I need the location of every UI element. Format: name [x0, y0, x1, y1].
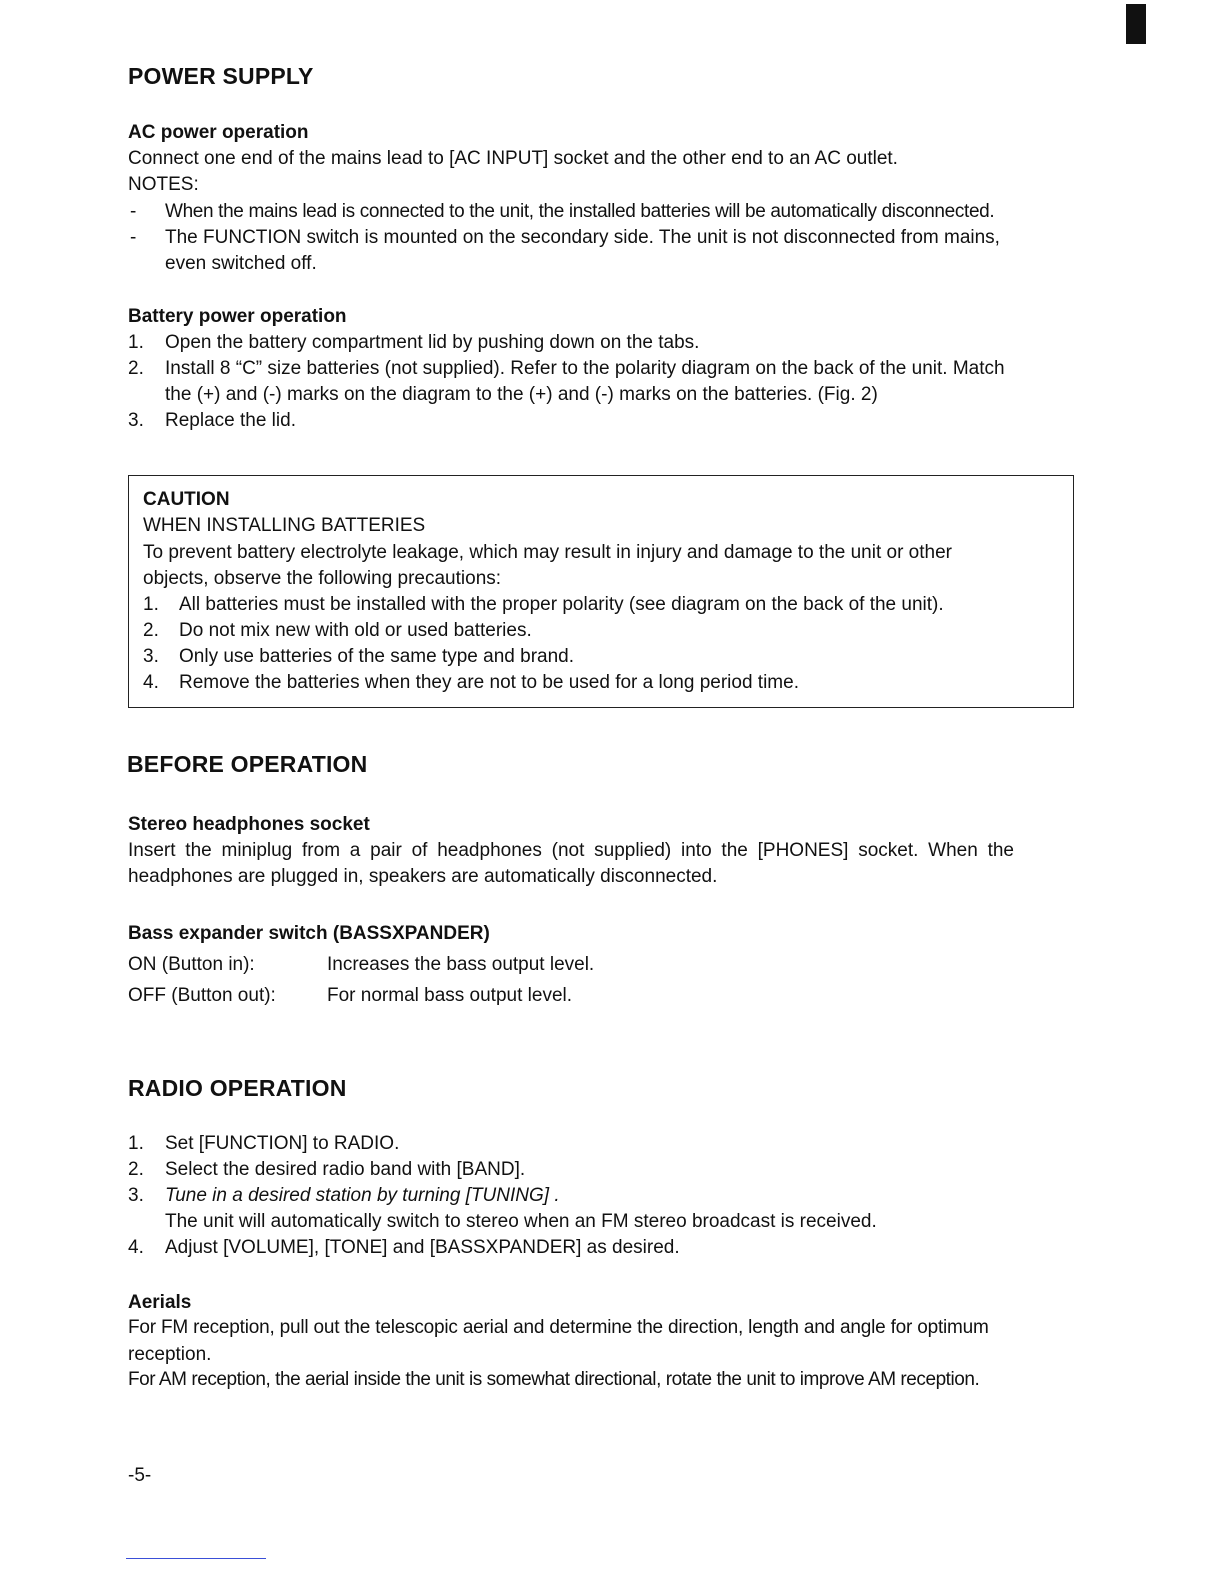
section-title-before-operation: BEFORE OPERATION	[127, 751, 368, 777]
note-dash: -	[130, 227, 137, 248]
note-text: The FUNCTION switch is mounted on the secondary side. The unit is not disconnected from mains,	[165, 227, 1000, 248]
caution-item-text: Do not mix new with old or used batteries.	[179, 620, 532, 641]
bass-row-desc: Increases the bass output level.	[327, 954, 595, 975]
ac-power-text: Connect one end of the mains lead to [AC INPUT] socket and the other end to an AC outlet.	[128, 148, 898, 169]
bass-row-label: ON (Button in):	[128, 954, 255, 975]
caution-item-text: Only use batteries of the same type and brand.	[179, 646, 575, 667]
heading-headphones: Stereo headphones socket	[128, 814, 370, 835]
caution-subtitle: WHEN INSTALLING BATTERIES	[143, 515, 426, 536]
aerials-text: For FM reception, pull out the telescopic aerial and determine the direction, length and angle for optimum	[128, 1317, 989, 1338]
section-title-power-supply: POWER SUPPLY	[128, 63, 314, 89]
heading-aerials: Aerials	[128, 1292, 192, 1313]
radio-step-text: Adjust [VOLUME], [TONE] and [BASSXPANDER] as desired.	[165, 1237, 680, 1258]
caution-item-number: 4.	[143, 672, 159, 693]
headphones-text: Insert the miniplug from a pair of headphones (not supplied) into the [PHONES] socket. When the	[128, 840, 1014, 861]
page-number: -5-	[128, 1465, 152, 1486]
step-number: 3.	[128, 410, 144, 431]
page-edge-marker	[1126, 4, 1146, 44]
step-text: Replace the lid.	[165, 410, 296, 431]
radio-step-text: Tune in a desired station by turning [TUNING] .	[165, 1185, 560, 1206]
step-number: 1.	[128, 332, 144, 353]
section-title-radio-operation: RADIO OPERATION	[128, 1075, 347, 1101]
caution-intro: To prevent battery electrolyte leakage, which may result in injury and damage to the unit or other	[143, 542, 952, 563]
notes-label: NOTES:	[128, 174, 199, 195]
caution-title: CAUTION	[143, 489, 230, 510]
radio-step-text: The unit will automatically switch to stereo when an FM stereo broadcast is received.	[165, 1211, 877, 1232]
note-text: even switched off.	[165, 253, 317, 274]
caution-item-number: 3.	[143, 646, 159, 667]
note-dash: -	[130, 201, 137, 222]
radio-step-text: Set [FUNCTION] to RADIO.	[165, 1133, 400, 1154]
step-text: Open the battery compartment lid by pushing down on the tabs.	[165, 332, 700, 353]
radio-step-text: Select the desired radio band with [BAND].	[165, 1159, 526, 1180]
caution-item-text: Remove the batteries when they are not to be used for a long period time.	[179, 672, 799, 693]
radio-step-number: 4.	[128, 1237, 144, 1258]
aerials-text: reception.	[128, 1344, 212, 1365]
bass-row-label: OFF (Button out):	[128, 985, 276, 1006]
step-number: 2.	[128, 358, 144, 379]
step-text: the (+) and (-) marks on the diagram to the (+) and (-) marks on the batteries. (Fig. 2)	[165, 384, 878, 405]
heading-bass-expander: Bass expander switch (BASSXPANDER)	[128, 923, 490, 944]
headphones-text: headphones are plugged in, speakers are automatically disconnected.	[128, 866, 718, 887]
caution-item-number: 2.	[143, 620, 159, 641]
footer-rule	[126, 1558, 266, 1559]
bass-row-desc: For normal bass output level.	[327, 985, 573, 1006]
note-text: When the mains lead is connected to the unit, the installed batteries will be automatically disconnected.	[165, 201, 995, 222]
heading-ac-power: AC power operation	[128, 122, 309, 143]
radio-step-number: 2.	[128, 1159, 144, 1180]
caution-item-number: 1.	[143, 594, 159, 615]
heading-battery-power: Battery power operation	[128, 306, 347, 327]
caution-intro: objects, observe the following precautions:	[143, 568, 502, 589]
step-text: Install 8 “C” size batteries (not supplied). Refer to the polarity diagram on the back of the unit. Match	[165, 358, 1005, 379]
radio-step-number: 3.	[128, 1185, 144, 1206]
caution-item-text: All batteries must be installed with the proper polarity (see diagram on the back of the unit).	[179, 594, 944, 615]
aerials-text: For AM reception, the aerial inside the unit is somewhat directional, rotate the unit to improve AM reception.	[128, 1369, 980, 1390]
radio-step-number: 1.	[128, 1133, 144, 1154]
